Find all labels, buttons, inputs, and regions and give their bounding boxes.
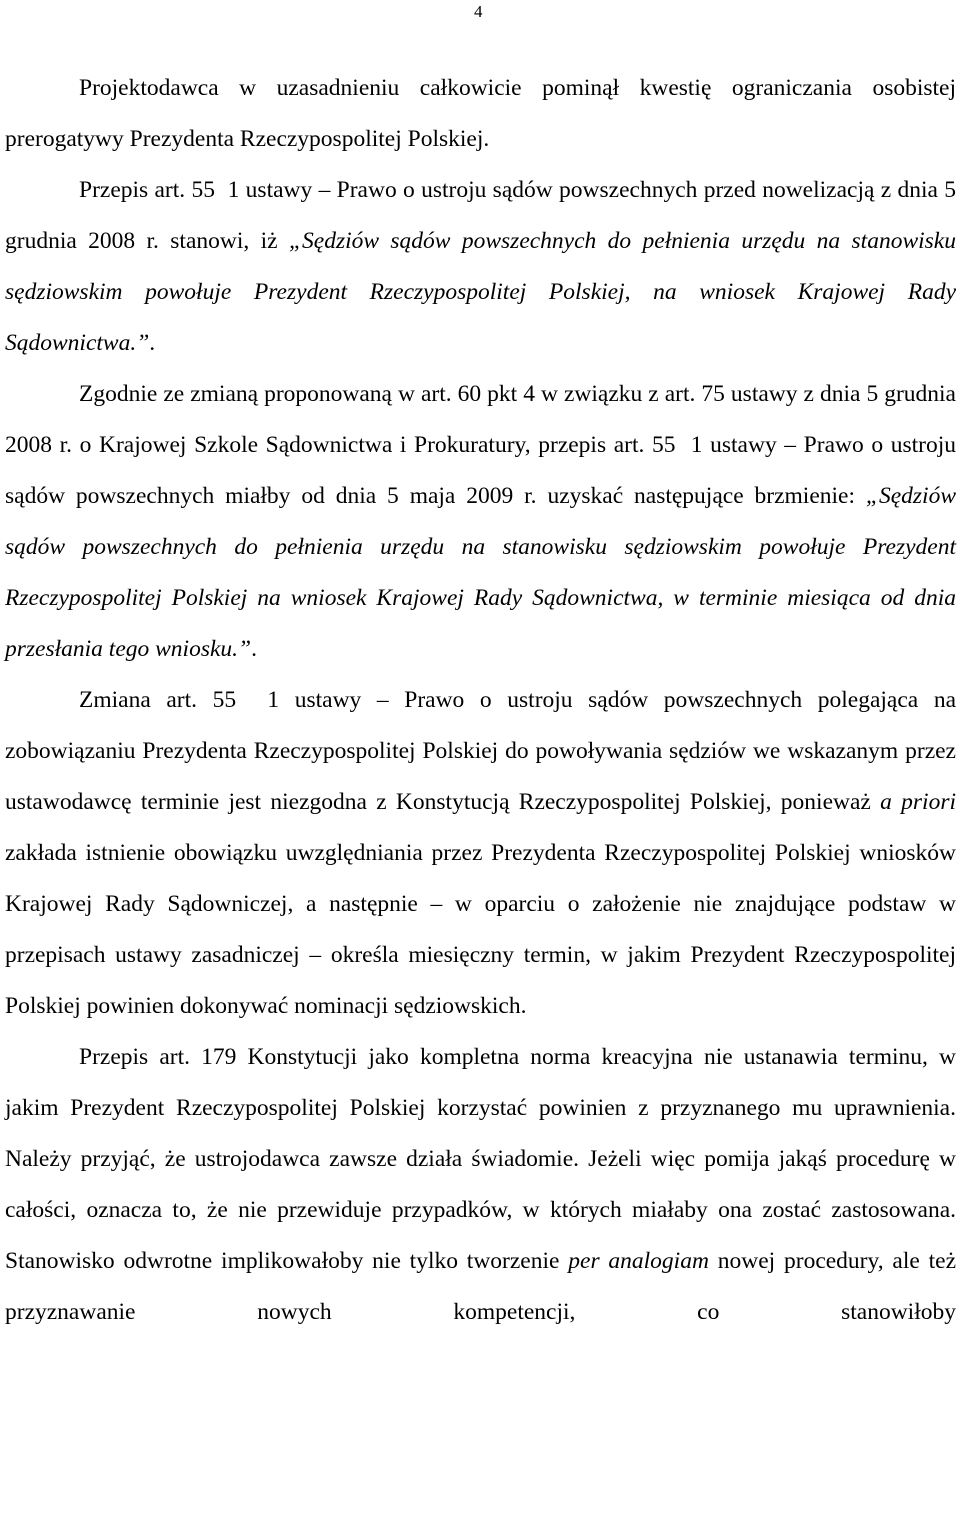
- paragraph-5: [5, 1032, 956, 1338]
- document-body: [5, 63, 956, 1338]
- paragraph-4-end: zakłada istnienie obowiązku uwzględniania przez Prezydenta Rzeczypospolitej Polskiej wniosków Krajowej Rady Sądowniczej, a następnie – w oparciu o założenie nie znajdujące podstaw w przepisach ustawy zasadniczej – określa miesięczny termin, w jakim Prezydent Rzeczypospolitej Polskiej powinien dokonywać nominacji sędziowskich.: [5, 840, 956, 1019]
- paragraph-4-middle: 1 ustawy – Prawo o ustroju sądów powszechnych polegająca na zobowiązaniu Prezydenta Rzeczypospolitej Polskiej do powoływania sędziów we wskazanym przez ustawodawcę terminie jest niezgodna z Konstytucją Rzeczypospolitej Polskiej, ponieważ: [5, 687, 956, 815]
- paragraph-3-quote: „Sędziów sądów powszechnych do pełnienia urzędu na stanowisku sędziowskim powołuje Prezydent Rzeczypospolitej Polskiej na wniosek Krajowej Rady Sądownictwa, w terminie miesiąca od dnia przesłania tego wniosku.”: [5, 483, 956, 662]
- paragraph-1: Projektodawca w uzasadnieniu całkowicie pominął kwestię ograniczania osobistej prerogatywy Prezydenta Rzeczypospolitej Polskiej.: [5, 75, 956, 152]
- paragraph-5-italic: per analogiam: [568, 1248, 709, 1274]
- paragraph-3: [5, 369, 956, 675]
- paragraph-2-middle: 1 ustawy – Prawo o ustroju sądów powszechnych przed nowelizacją z dnia 5 grudnia 2008 r. stanowi, iż: [5, 177, 956, 254]
- paragraph-2: [5, 165, 956, 369]
- paragraph-4: [5, 675, 956, 1032]
- paragraph-2-lead: Przepis art. 55: [79, 177, 222, 203]
- page-number: 4: [474, 2, 483, 21]
- paragraph-5-end: nowej procedury, ale też przyznawanie nowych kompetencji, co stanowiłoby: [5, 1248, 957, 1325]
- paragraph-4-italic: a priori: [880, 789, 956, 815]
- paragraph-3-lead: Zgodnie ze zmianą proponowaną w art. 60 pkt 4 w związku z art. 75 ustawy z dnia 5 grudnia 2008 r. o Krajowej Szkole Sądownictwa i Prokuratury, przepis art. 55: [5, 381, 956, 458]
- paragraph-3-middle: 1 ustawy – Prawo o ustroju sądów powszechnych miałby od dnia 5 maja 2009 r. uzyskać następujące brzmienie:: [5, 432, 956, 509]
- paragraph-2-quote: „Sędziów sądów powszechnych do pełnienia urzędu na stanowisku sędziowskim powołuje Prezydent Rzeczypospolitej Polskiej, na wniosek Krajowej Rady Sądownictwa.”: [5, 228, 956, 356]
- paragraph-5-lead: Przepis art. 179 Konstytucji jako kompletna norma kreacyjna nie ustanawia terminu, w jakim Prezydent Rzeczypospolitej Polskiej korzystać powinien z przyznanego mu uprawnienia. Należy przyjąć, że ustrojodawca zawsze działa świadomie. Jeżeli więc pomija jakąś procedurę w całości, oznacza to, że nie przewiduje przypadków, w których miałaby ona zostać zastosowana. Stanowisko odwrotne implikowałoby nie tylko tworzenie: [5, 1044, 956, 1274]
- paragraph-3-end: .: [251, 636, 257, 662]
- paragraph-4-lead: Zmiana art. 55: [79, 687, 252, 713]
- paragraph-2-end: .: [149, 330, 156, 356]
